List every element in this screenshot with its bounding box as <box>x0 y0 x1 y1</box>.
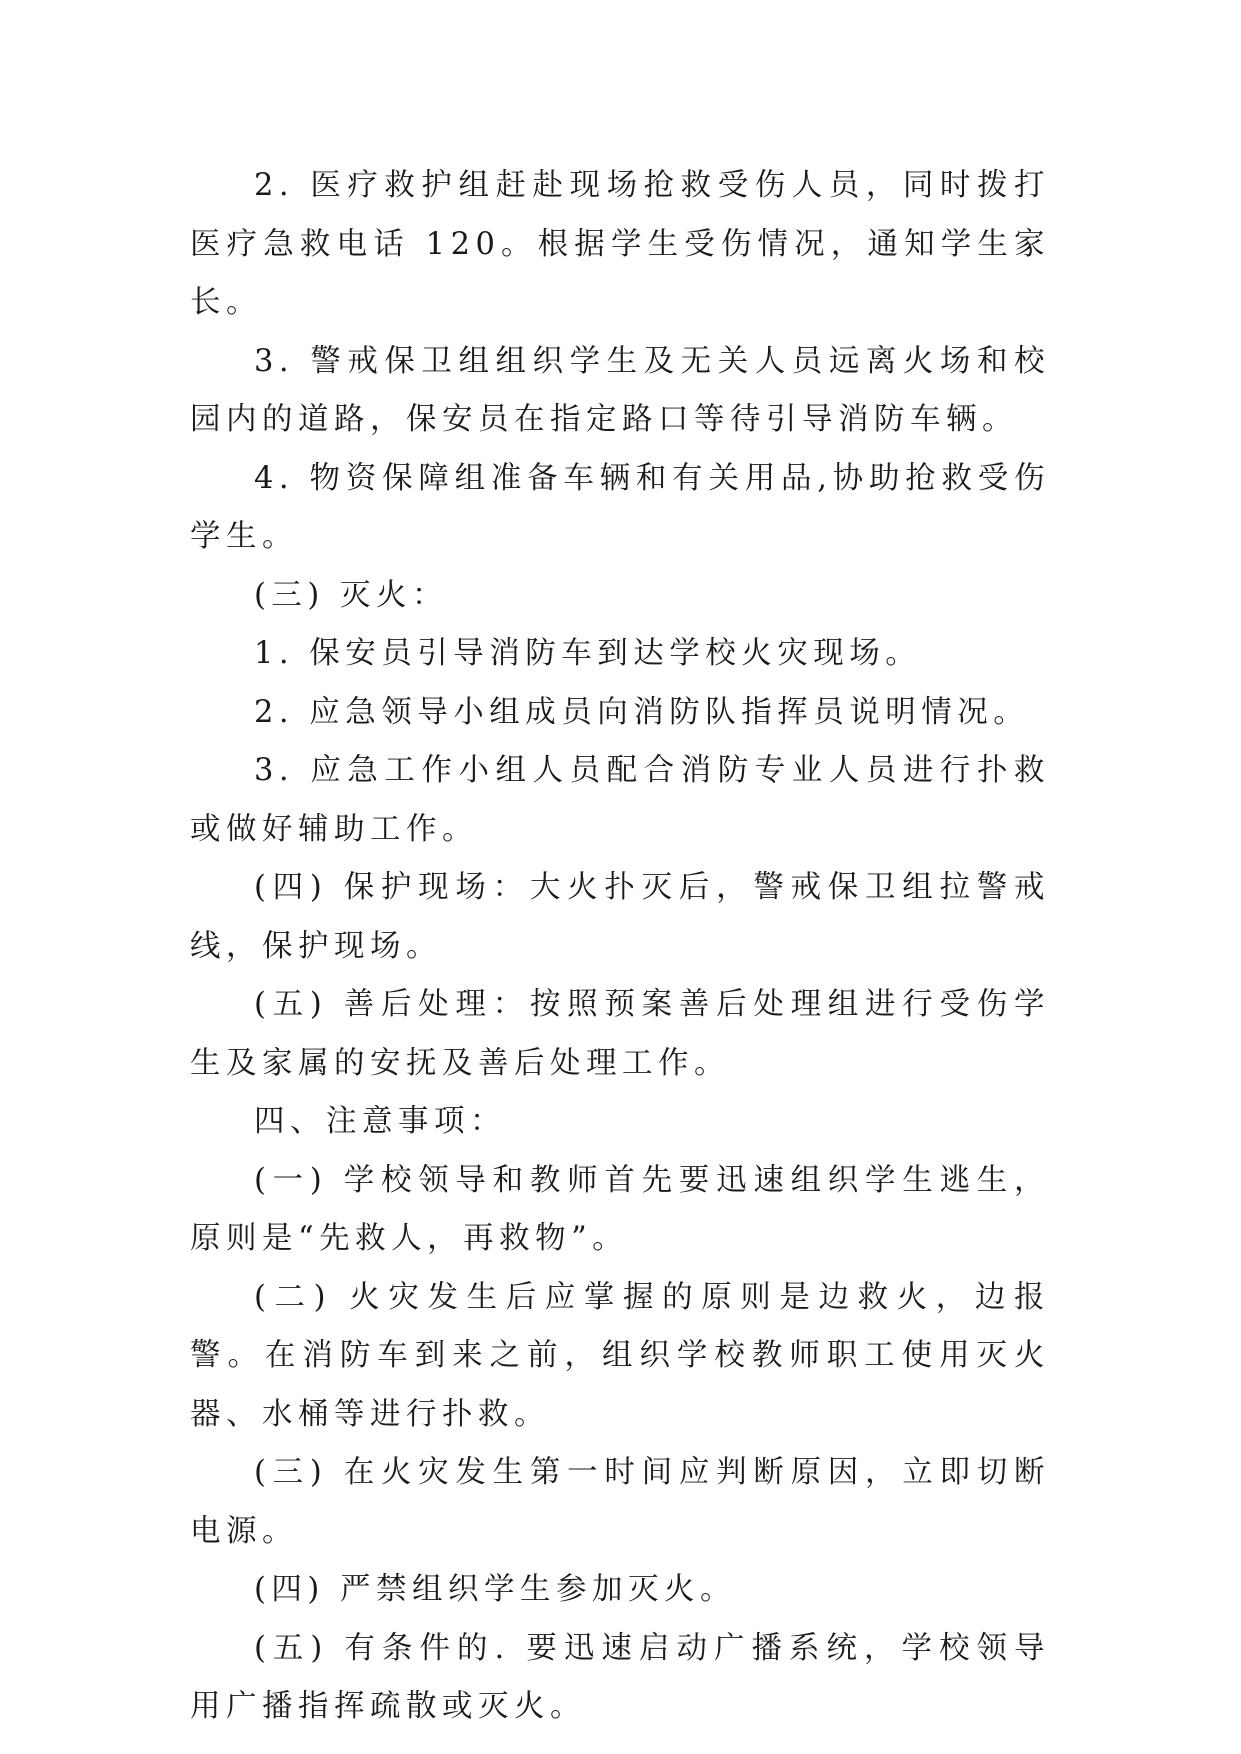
paragraph: 2. 医疗救护组赶赴现场抢救受伤人员，同时拨打医疗急救电话 120。根据学生受伤情况，通知学生家长。 <box>190 168 1050 320</box>
paragraph: (一) 学校领导和教师首先要迅速组织学生逃生，原则是“先救人，再救物”。 <box>190 1162 1050 1256</box>
paragraph: 1. 保安员引导消防车到达学校火灾现场。 <box>254 636 922 671</box>
paragraph: 3. 应急工作小组人员配合消防专业人员进行扑救或做好辅助工作。 <box>190 753 1050 847</box>
paragraph: 3. 警戒保卫组组织学生及无关人员远离火场和校园内的道路，保安员在指定路口等待引导消防车辆。 <box>190 343 1050 437</box>
paragraph: (五) 有条件的. 要迅速启动广播系统，学校领导用广播指挥疏散或灭火。 <box>190 1630 1050 1724</box>
paragraph: 4. 物资保障组准备车辆和有关用品,协助抢救受伤学生。 <box>190 460 1050 554</box>
paragraph: (二) 火灾发生后应掌握的原则是边救火，边报警。在消防车到来之前，组织学校教师职工使用灭火器、水桶等进行扑救。 <box>190 1279 1050 1432</box>
document-body <box>190 157 1050 1737</box>
paragraph: (四) 严禁组织学生参加灭火。 <box>254 1572 736 1607</box>
paragraph: (三) 在火灾发生第一时间应判断原因，立即切断电源。 <box>190 1455 1050 1549</box>
paragraph: (四) 保护现场：大火扑灭后，警戒保卫组拉警戒线，保护现场。 <box>190 870 1050 964</box>
section-heading: 四、注意事项： <box>254 1104 506 1139</box>
section-heading: (三) 灭火： <box>254 577 448 613</box>
paragraph: 2. 应急领导小组成员向消防队指挥员说明情况。 <box>254 694 1030 730</box>
paragraph: (五) 善后处理：按照预案善后处理组进行受伤学生及家属的安抚及善后处理工作。 <box>190 987 1050 1081</box>
